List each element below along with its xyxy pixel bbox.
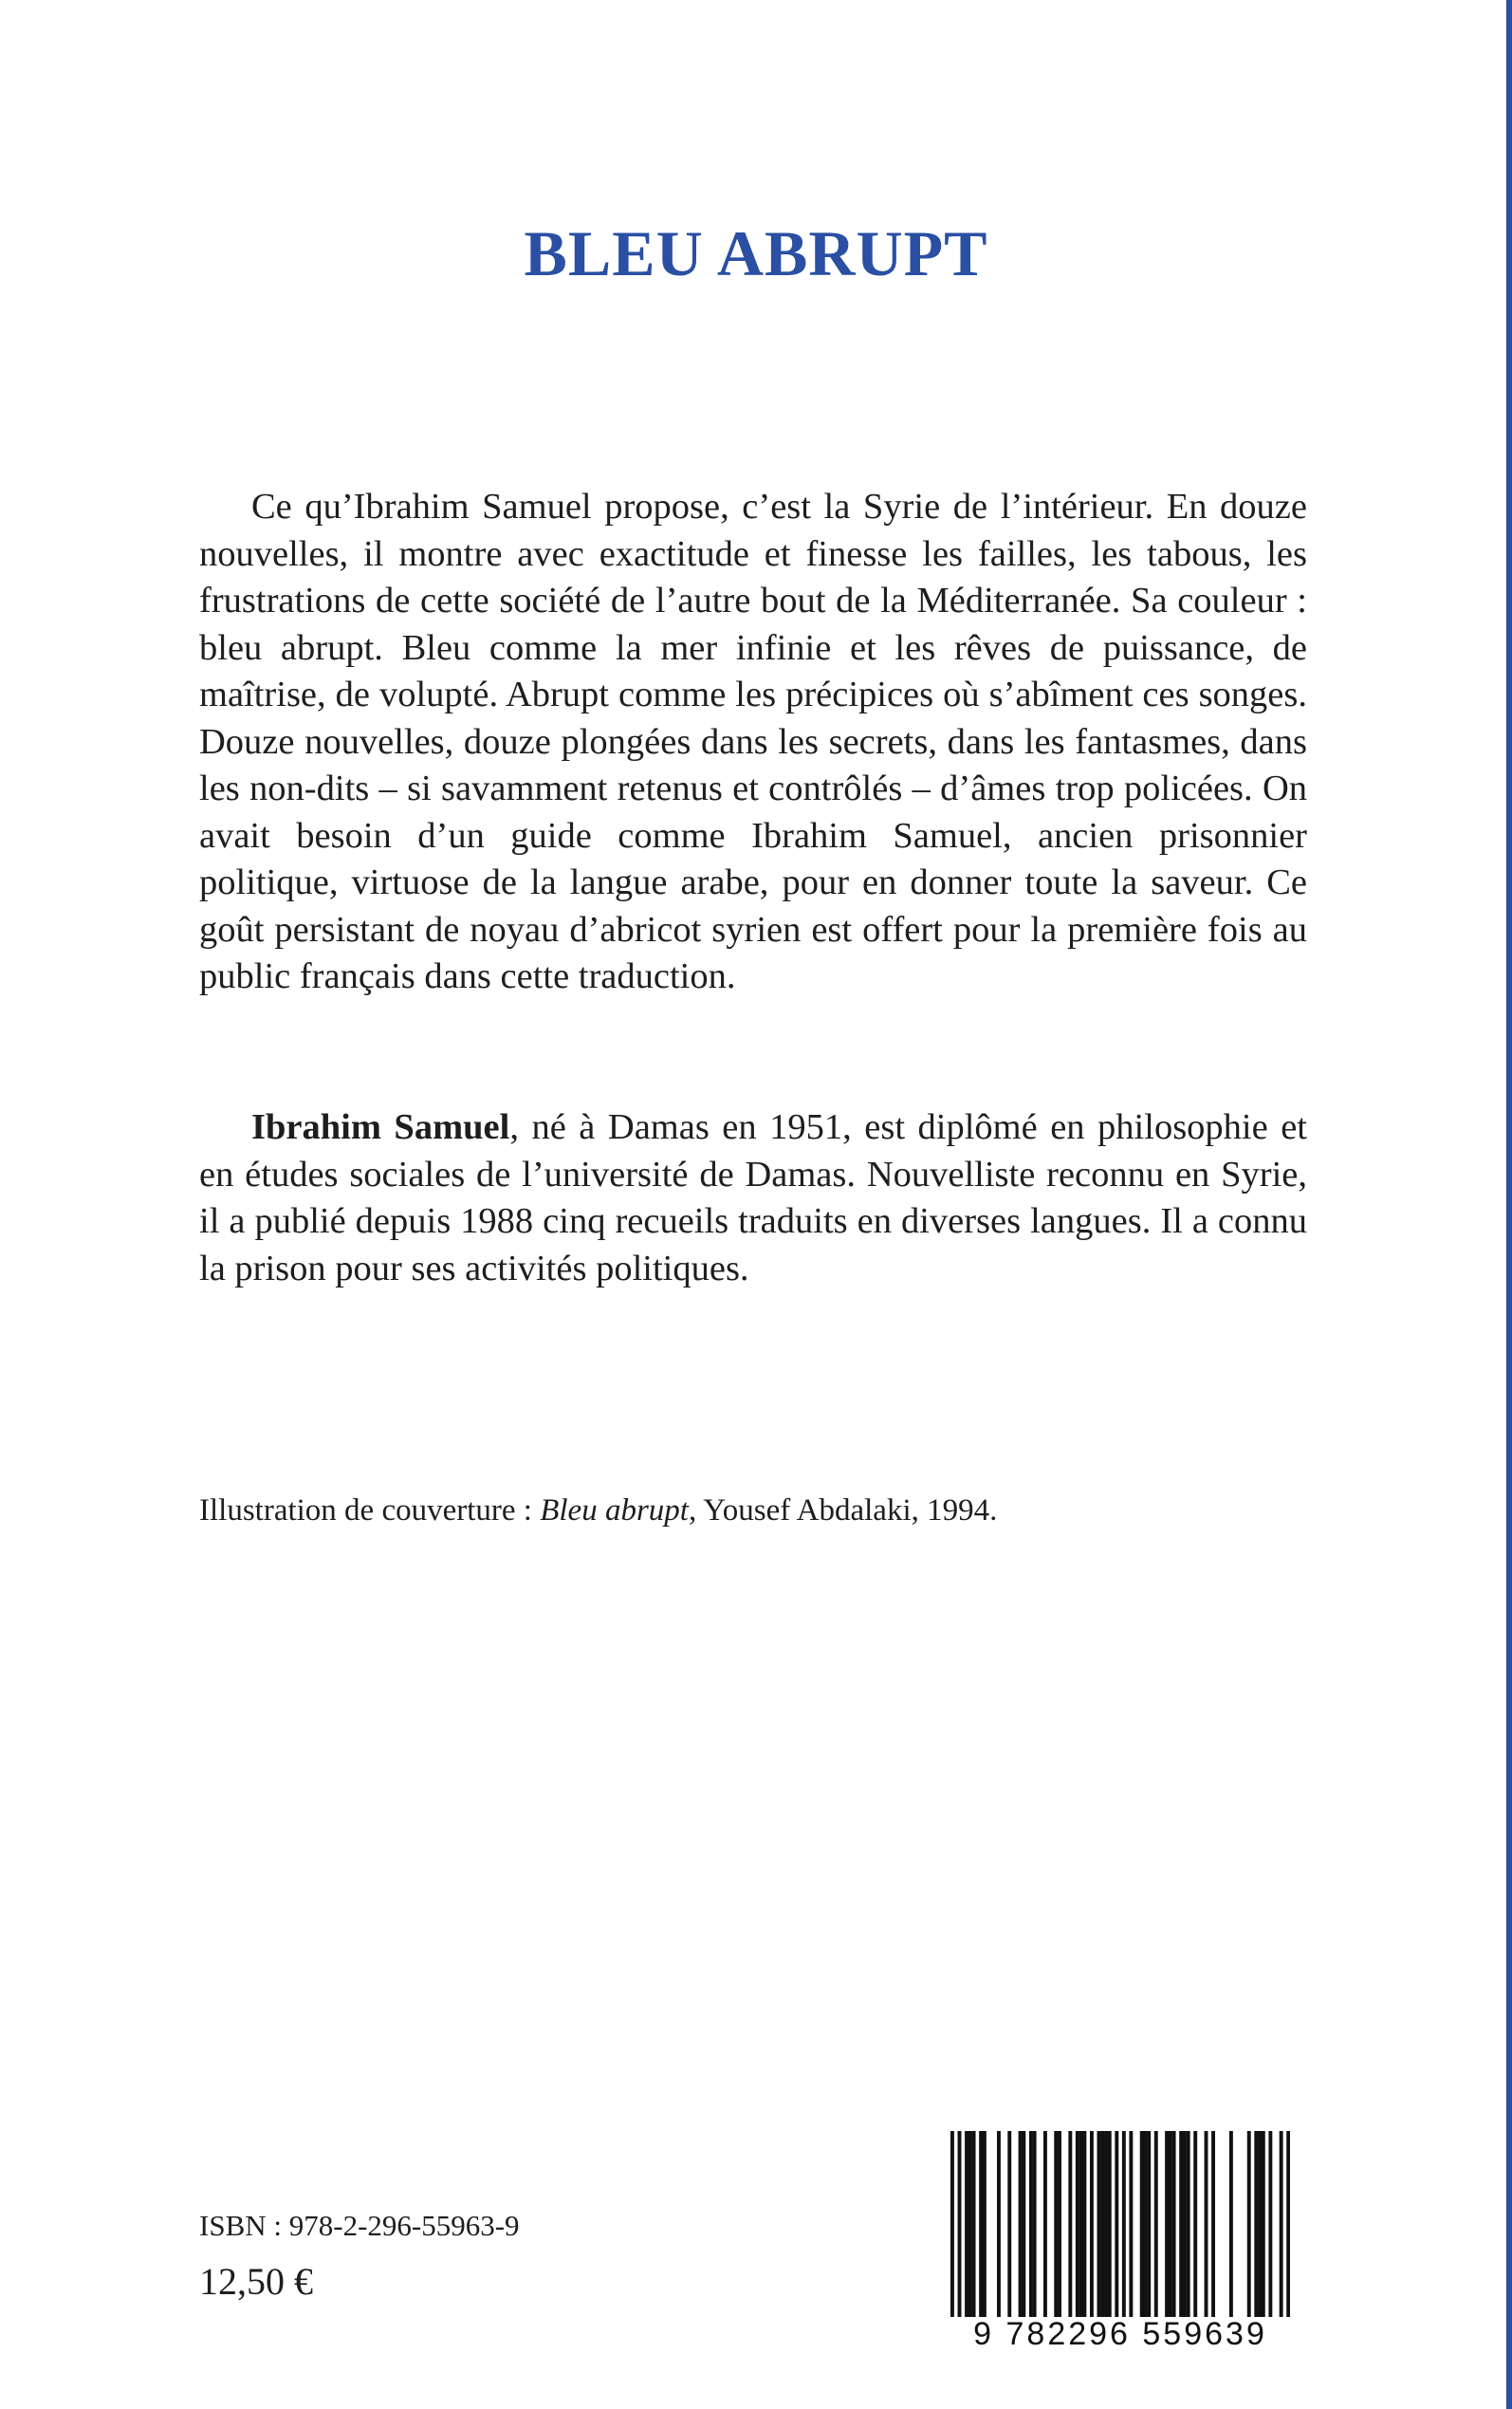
cover-edge-stripe — [1506, 0, 1512, 2409]
barcode-bar-26 — [1122, 2131, 1126, 2317]
barcode-bar-32 — [1165, 2131, 1169, 2317]
barcode-bar-23 — [1104, 2131, 1108, 2317]
barcode-bar-38 — [1193, 2131, 1197, 2317]
barcode-bar-22 — [1100, 2131, 1104, 2317]
barcode-bar-5 — [979, 2131, 983, 2317]
barcode-bar-33 — [1169, 2131, 1172, 2317]
barcode-bar-19 — [1082, 2131, 1086, 2317]
price-label: 12,50 € — [199, 2260, 313, 2303]
barcode-bar-30 — [1147, 2131, 1151, 2317]
barcode-bar-18 — [1079, 2131, 1083, 2317]
barcode-bar-42 — [1247, 2131, 1251, 2317]
barcode-bar-47 — [1280, 2131, 1283, 2317]
barcode-bar-24 — [1108, 2131, 1112, 2317]
barcode-bar-48 — [1286, 2131, 1290, 2317]
barcode-bar-40 — [1211, 2131, 1215, 2317]
barcode-bar-2 — [965, 2131, 968, 2317]
author-name: Ibrahim Samuel — [251, 1107, 510, 1147]
book-title: BLEU ABRUPT — [524, 217, 988, 289]
barcode-bar-0 — [950, 2131, 954, 2317]
barcode-bar-17 — [1076, 2131, 1079, 2317]
barcode-bar-21 — [1097, 2131, 1101, 2317]
barcode-bar-25 — [1115, 2131, 1118, 2317]
barcode-bar-44 — [1258, 2131, 1262, 2317]
barcode-bar-35 — [1179, 2131, 1183, 2317]
barcode-bar-39 — [1205, 2131, 1208, 2317]
barcode-bar-9 — [1019, 2131, 1023, 2317]
isbn-label: ISBN : 978-2-296-55963-9 — [199, 2209, 520, 2242]
barcode-bar-31 — [1154, 2131, 1158, 2317]
author-bio-text: , né à Damas en 1951, est diplômé en philosophie et en études sociales de l’université de Damas. Nouvelliste reconnu en Syrie, il a publié depuis 1988 cinq recueils traduits en diverses langues. Il a connu la prison pour ses activités politiques. — [199, 1107, 1307, 1288]
cover-illustration-credit — [199, 1490, 1307, 1531]
barcode-bar-12 — [1033, 2131, 1037, 2317]
barcode-bar-36 — [1183, 2131, 1187, 2317]
barcode-bar-28 — [1140, 2131, 1144, 2317]
barcode-bar-37 — [1187, 2131, 1190, 2317]
barcode-bar-14 — [1054, 2131, 1058, 2317]
barcode-bar-29 — [1143, 2131, 1147, 2317]
barcode-bar-27 — [1129, 2131, 1133, 2317]
credit-prefix: Illustration de couverture : — [199, 1493, 541, 1528]
barcode-bar-11 — [1029, 2131, 1033, 2317]
barcode-bar-34 — [1172, 2131, 1176, 2317]
barcode-bars — [950, 2131, 1290, 2317]
barcode-bar-43 — [1254, 2131, 1258, 2317]
barcode-bar-15 — [1058, 2131, 1061, 2317]
barcode-bar-16 — [1068, 2131, 1072, 2317]
barcode-bar-7 — [997, 2131, 1001, 2317]
author-bio — [199, 1104, 1307, 1292]
barcode-bar-8 — [1007, 2131, 1011, 2317]
barcode-bar-10 — [1022, 2131, 1025, 2317]
barcode-bar-45 — [1262, 2131, 1265, 2317]
barcode-bar-6 — [983, 2131, 986, 2317]
barcode-bar-3 — [968, 2131, 972, 2317]
book-summary: Ce qu’Ibrahim Samuel propose, c’est la Syrie de l’intérieur. En douze nouvelles, il montre avec exactitude et finesse les failles, les tabous, les frustrations de cette société de l’autre bout de la Méditerranée. Sa couleur : bleu abrupt. Bleu comme la mer infinie et les rêves de puissance, de maîtrise, de volupté. Abrupt comme les précipices où s’abîment ces songes. Douze nouvelles, douze plongées dans les secrets, dans les fantasmes, dans les non-dits – si savamment retenus et contrôlés – d’âmes trop policées. On avait besoin d’un guide comme Ibrahim Samuel, ancien prisonnier politique, virtuose de la langue arabe, pour en donner toute la saveur. Ce goût persistant de noyau d’abricot syrien est offert pour la première fois au public français dans cette traduction. — [199, 487, 1307, 996]
barcode-bar-20 — [1090, 2131, 1094, 2317]
barcode-bar-46 — [1268, 2131, 1272, 2317]
barcode-bar-41 — [1229, 2131, 1233, 2317]
barcode — [950, 2131, 1290, 2351]
barcode-bar-1 — [958, 2131, 962, 2317]
barcode-number: 9 782296 559639 — [973, 2316, 1267, 2352]
barcode-bar-4 — [972, 2131, 976, 2317]
credit-suffix: , Yousef Abdalaki, 1994. — [688, 1493, 998, 1528]
credit-artwork-title: Bleu abrupt — [540, 1493, 689, 1528]
barcode-bar-13 — [1043, 2131, 1047, 2317]
